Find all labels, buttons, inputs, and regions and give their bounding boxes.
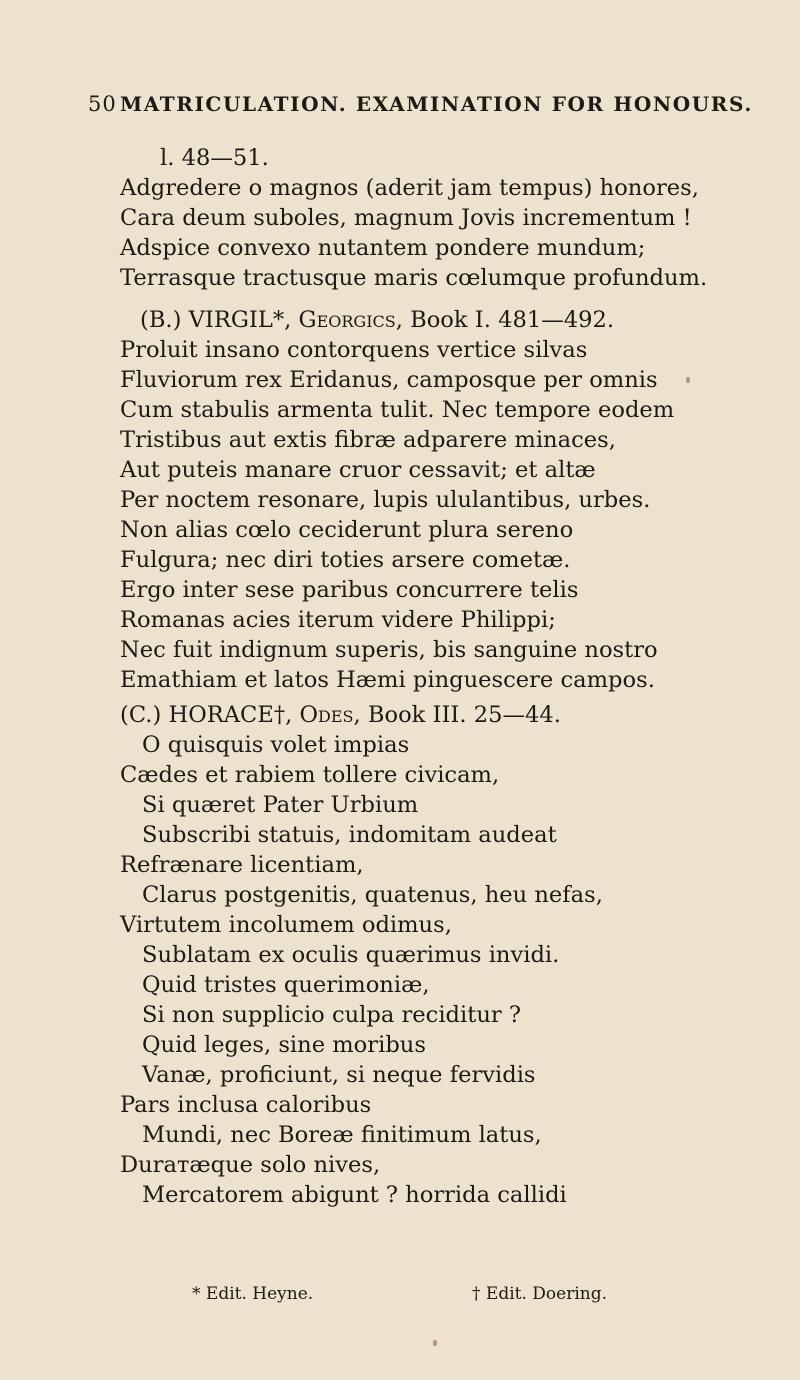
verse-line: Quid leges, sine moribus [142, 1032, 426, 1058]
author-name: HORACE†, [168, 702, 293, 728]
verse-line: Vanæ, proficiunt, si neque fervidis [142, 1062, 536, 1088]
verse-line: Aut puteis manare cruor cessavit; et altæ [120, 457, 596, 483]
verse-line: Cara deum suboles, magnum Jovis incrementum ! [120, 205, 692, 231]
verse-line: Fulgura; nec diri toties arsere cometæ. [120, 547, 571, 573]
verse-line: Adspice convexo nutantem pondere mundum; [120, 235, 646, 261]
section-c [120, 700, 780, 1210]
verse-line: Mundi, nec Boreæ finitimum latus, [142, 1122, 542, 1148]
verse-line: O quisquis volet impias [142, 732, 410, 758]
verse-line: Si quæret Pater Urbium [142, 792, 419, 818]
section-label: (B.) [140, 307, 182, 333]
section-b-heading [140, 305, 780, 335]
verse-line: Refrænare licentiam, [120, 852, 364, 878]
section-b [120, 305, 780, 695]
verse-line: Virtutem incolumem odimus, [120, 912, 452, 938]
page-number: 50 [88, 92, 117, 116]
verse-line: Nec fuit indignum superis, bis sanguine nostro [120, 637, 658, 663]
verse-line: Cædes et rabiem tollere civicam, [120, 762, 500, 788]
book-reference: Book III. 25—44. [367, 702, 561, 728]
verse-line: Durатæque solo nives, [120, 1152, 381, 1178]
verse-line: Tristibus aut extis fibræ adparere minaces, [120, 427, 616, 453]
verse-line: Romanas acies iterum videre Philippi; [120, 607, 556, 633]
paper-speck [433, 1340, 437, 1346]
verse-line: Mercatorem abigunt ? horrida callidi [142, 1182, 567, 1208]
book-reference: Book I. 481—492. [410, 307, 615, 333]
footnote-heyne: * Edit. Heyne. [192, 1284, 314, 1304]
verse-line: Non alias cœlo ceciderunt plura sereno [120, 517, 574, 543]
verse-line: Cum stabulis armenta tulit. Nec tempore eodem [120, 397, 675, 423]
paper-speck [686, 377, 690, 383]
verse-line: Quid tristes querimoniæ, [142, 972, 430, 998]
verse-line: Terrasque tractusque maris cœlumque profundum. [120, 265, 708, 291]
verse-line: Per noctem resonare, lupis ululantibus, urbes. [120, 487, 651, 513]
section-a-end [120, 143, 780, 293]
author-name: VIRGIL*, [188, 307, 292, 333]
running-title: MATRICULATION. EXAMINATION FOR HONOURS. [120, 92, 753, 116]
verse-line: Subscribi statuis, indomitam audeat [142, 822, 557, 848]
footnote-doering: † Edit. Doering. [472, 1284, 607, 1304]
verse-line: Si non supplicio culpa reciditur ? [142, 1002, 521, 1028]
verse-line: Emathiam et latos Hæmi pinguescere campos. [120, 667, 655, 693]
section-label: (C.) [120, 702, 162, 728]
section-a-line-ref: l. 48—51. [160, 145, 269, 171]
verse-line: Ergo inter sese paribus concurrere telis [120, 577, 579, 603]
section-c-heading [120, 700, 780, 730]
verse-line: Adgredere o magnos (aderit jam tempus) honores, [120, 175, 699, 201]
work-title: Odes, [299, 702, 361, 728]
work-title: Georgics, [298, 307, 403, 333]
verse-line: Proluit insano contorquens vertice silvas [120, 337, 588, 363]
verse-line: Fluviorum rex Eridanus, camposque per omnis [120, 367, 658, 393]
verse-line: Pars inclusa caloribus [120, 1092, 372, 1118]
verse-line: Clarus postgenitis, quatenus, heu nefas, [142, 882, 603, 908]
verse-line: Sublatam ex oculis quærimus invidi. [142, 942, 560, 968]
